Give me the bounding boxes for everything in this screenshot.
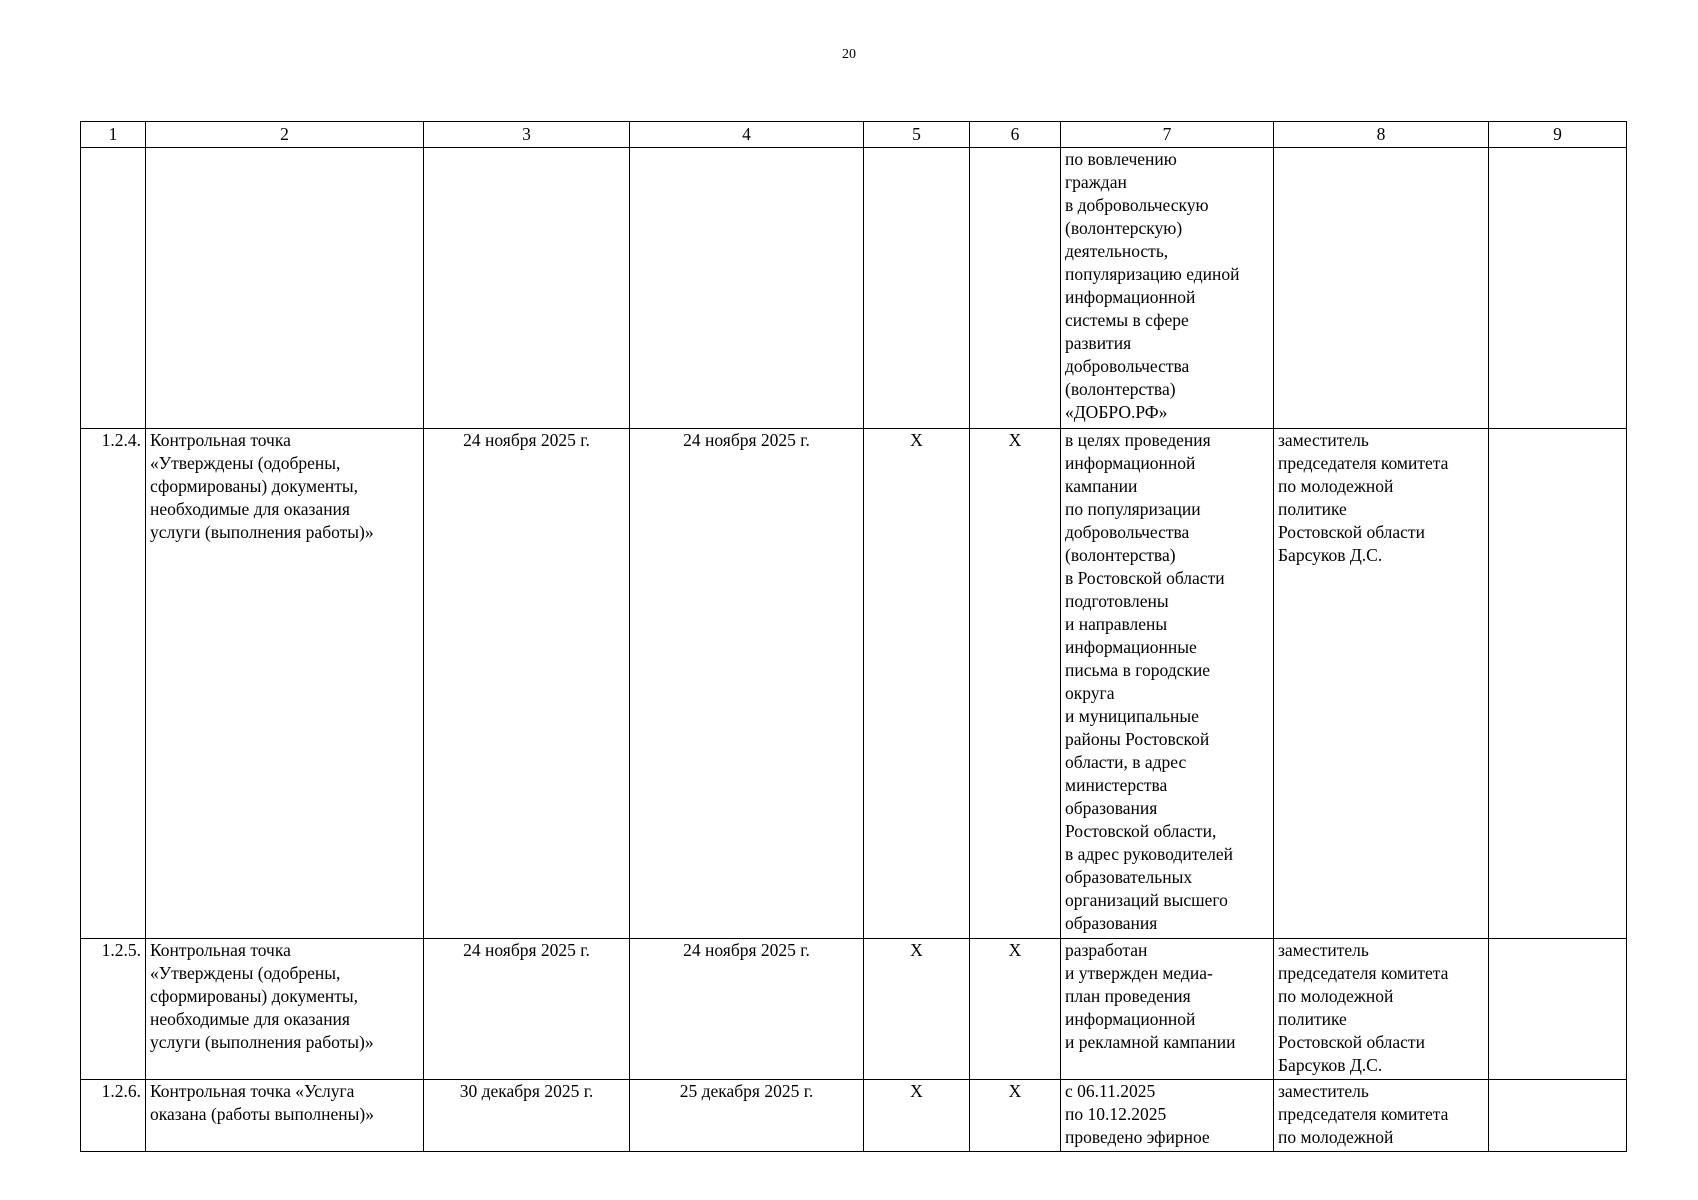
- column-header-6: 6: [970, 122, 1061, 148]
- row-description: по вовлечению граждан в добровольческую (волонтерскую) деятельность, популяризацию единой информационной системы в сфере развития добровольчества (волонтерства) «ДОБРО.РФ»: [1061, 148, 1274, 429]
- row-number: 1.2.4.: [81, 429, 146, 939]
- row-number: [81, 148, 146, 429]
- row-description: в целях проведения информационной кампании по популяризации добровольчества (волонтерства) в Ростовской области подготовлены и направлены информационные письма в городские округа и муниципальные районы Ростовской области, в адрес министерства образования Ростовской области, в адрес руководителей образовательных организаций высшего образования: [1061, 429, 1274, 939]
- table-row-1-2-6: [81, 1080, 1627, 1152]
- row-responsible: заместитель председателя комитета по молодежной политике Ростовской области Барсуков Д.С.: [1274, 429, 1489, 939]
- row-actual-date: [630, 148, 864, 429]
- row-col9: [1489, 429, 1627, 939]
- column-header-3: 3: [424, 122, 630, 148]
- column-header-8: 8: [1274, 122, 1489, 148]
- table-row-1-2-5: [81, 939, 1627, 1080]
- row-planned-date: [424, 148, 630, 429]
- row-planned-date: 24 ноября 2025 г.: [424, 429, 630, 939]
- column-header-9: 9: [1489, 122, 1627, 148]
- column-header-7: 7: [1061, 122, 1274, 148]
- row-col9: [1489, 1080, 1627, 1152]
- row-col5: X: [864, 939, 970, 1080]
- column-header-1: 1: [81, 122, 146, 148]
- table-row-1-2-4: [81, 429, 1627, 939]
- column-header-5: 5: [864, 122, 970, 148]
- row-actual-date: 24 ноября 2025 г.: [630, 429, 864, 939]
- table-row-continuation: [81, 148, 1627, 429]
- row-name: [146, 148, 424, 429]
- row-number: 1.2.6.: [81, 1080, 146, 1152]
- row-description: с 06.11.2025 по 10.12.2025 проведено эфирное: [1061, 1080, 1274, 1152]
- row-actual-date: 25 декабря 2025 г.: [630, 1080, 864, 1152]
- row-name: Контрольная точка «Утверждены (одобрены, сформированы) документы, необходимые для оказания услуги (выполнения работы)»: [146, 939, 424, 1080]
- row-planned-date: 30 декабря 2025 г.: [424, 1080, 630, 1152]
- row-actual-date: 24 ноября 2025 г.: [630, 939, 864, 1080]
- row-responsible: заместитель председателя комитета по молодежной политике Ростовской области Барсуков Д.С.: [1274, 939, 1489, 1080]
- row-name: Контрольная точка «Утверждены (одобрены, сформированы) документы, необходимые для оказания услуги (выполнения работы)»: [146, 429, 424, 939]
- row-responsible: заместитель председателя комитета по молодежной: [1274, 1080, 1489, 1152]
- row-planned-date: 24 ноября 2025 г.: [424, 939, 630, 1080]
- row-col6: X: [970, 939, 1061, 1080]
- page-number: 20: [842, 47, 856, 62]
- row-number: 1.2.5.: [81, 939, 146, 1080]
- column-header-4: 4: [630, 122, 864, 148]
- row-col6: X: [970, 429, 1061, 939]
- row-description: разработан и утвержден медиа- план проведения информационной и рекламной кампании: [1061, 939, 1274, 1080]
- row-responsible: [1274, 148, 1489, 429]
- row-col5: [864, 148, 970, 429]
- row-col9: [1489, 939, 1627, 1080]
- column-header-2: 2: [146, 122, 424, 148]
- header-row: [81, 122, 1627, 148]
- report-table: [80, 121, 1627, 1152]
- row-col5: X: [864, 429, 970, 939]
- row-col5: X: [864, 1080, 970, 1152]
- row-col6: [970, 148, 1061, 429]
- row-col6: X: [970, 1080, 1061, 1152]
- row-name: Контрольная точка «Услуга оказана (работы выполнены)»: [146, 1080, 424, 1152]
- row-col9: [1489, 148, 1627, 429]
